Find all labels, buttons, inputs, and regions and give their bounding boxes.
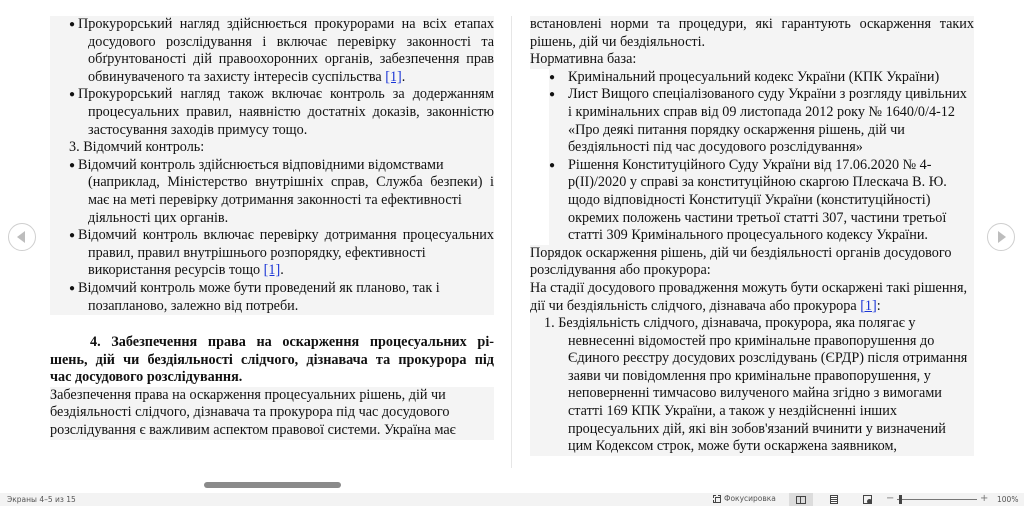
bullet-icon: ●: [69, 19, 76, 30]
procedure-paragraph: Порядок оскарження рішень, дій чи бездіяльності органів досудового розслідування або прокурора: На стадії досудового провадження можуть бути оскаржені такі рішення, дії чи бездіяльність слідчого, дізнавача або прокурора [1]:: [530, 245, 974, 315]
citation-link[interactable]: [1]: [263, 262, 281, 279]
normative-bullets: [549, 69, 974, 245]
section-label: 3. Відомчий контроль:: [69, 139, 205, 156]
page-divider: [511, 16, 512, 468]
chevron-right-icon: [998, 231, 1006, 243]
prosecutor-bullets: [50, 16, 494, 315]
read-mode-button[interactable]: [789, 493, 813, 506]
book-icon: [796, 496, 806, 504]
list-item: ● Відомчий контроль включає перевірку дотримання процесуальних правил, правил внутрішнього розпорядку, ефективності використання ресурсів тощо [1].: [69, 227, 494, 279]
bullet-icon: ●: [549, 159, 556, 171]
section-heading: 4. Забезпечення права на оскарження процесуальних рі- шень, дій чи бездіяльності слідчого, дізнавача та прокурора під час досудового розслідування.: [50, 334, 494, 386]
chevron-left-icon: [17, 231, 25, 243]
right-page: [530, 16, 974, 456]
screen-counter: Экраны 4–5 из 15: [7, 495, 76, 504]
focus-mode-button[interactable]: Фокусировка: [713, 494, 776, 503]
horizontal-scrollbar-thumb[interactable]: [204, 482, 341, 488]
zoom-slider-thumb[interactable]: [899, 495, 902, 504]
zoom-in-button[interactable]: +: [980, 493, 989, 504]
list-item: ● Лист Вищого спеціалізованого суду України з розгляду цивільних і кримінальних справ від 09 листопада 2012 року № 1640/0/4-12 «Про деякі питання порядку оскарження рішень, дій чи бездіяльності під час досудового розслідування»: [549, 86, 967, 156]
intro-paragraph: встановлені норми та процедури, які гарантують оскарження таких рішень, дій чи бездіяльності. Нормативна база:: [530, 16, 974, 68]
next-screen-button[interactable]: [987, 223, 1015, 251]
list-item: ● Відомчий контроль може бути проведений як планово, так і позапланово, залежно від потреби.: [69, 279, 440, 314]
normative-label: Нормативна база:: [530, 51, 637, 68]
bullet-icon: ●: [69, 89, 76, 101]
list-item: ● Прокурорський нагляд також включає контроль за додержанням процесуальних правил, наявністю достатніх доказів, законністю застосування заходів примусу тощо.: [69, 86, 494, 138]
numbered-list: [530, 315, 974, 456]
list-item: ● Відомчий контроль здійснюється відповідними відомствами (наприклад, Міністерство внутрішніх справ, Служба безпеки) і має на меті перевірку дотримання законності та ефективності діяльності цих органів.: [69, 156, 494, 226]
print-layout-button[interactable]: [822, 493, 846, 506]
list-item: 1. Бездіяльність слідчого, дізнавача, прокурора, яка полягає у невнесенні відомостей про кримінальне правопорушення до Єдиного реєстру досудових розслідувань (ЄРДР) після отримання заяви чи повідомлення про кримінальне правопорушення, у неповерненні тимчасово вилученого майна згідно з вимогами статті 169 КПК України, а також у нездійсненні інших процесуальних дій, які він зобов'язаний вчинити у визначений цим Кодексом строк, може бути оскаржена заявником,: [544, 315, 968, 455]
web-layout-icon: [863, 495, 872, 504]
status-bar: [0, 493, 1024, 506]
bullet-icon: ●: [549, 71, 556, 83]
previous-screen-button[interactable]: [8, 223, 36, 251]
bullet-icon: ●: [69, 230, 76, 242]
page-icon: [830, 495, 838, 504]
list-item: ● Прокурорський нагляд здійснюється прокурорами на всіх етапах досудового розслідування і включає перевірку законності та обґрунтованості дій правоохоронних органів, забезпечення прав обвинуваченого та захисту інтересів суспільства [1].: [69, 16, 494, 85]
zoom-out-button[interactable]: −: [886, 493, 895, 504]
list-item: ● Рішення Конституційного Суду України від 17.06.2020 № 4- р(II)/2020 у справі за конституційною скаргою Плескача В. Ю. щодо відповідності Конституції України (конституційності) окремих положень частини третьої статті 307, частини третьої статті 309 Кримінального процесуального кодексу України.: [549, 156, 947, 244]
citation-link[interactable]: [1]: [385, 68, 402, 85]
bullet-icon: ●: [69, 159, 76, 171]
bullet-icon: ●: [69, 282, 76, 294]
citation-link[interactable]: [1]: [860, 297, 877, 314]
zoom-level[interactable]: 100%: [997, 495, 1019, 504]
focus-icon: [713, 495, 721, 503]
web-layout-button[interactable]: [855, 493, 879, 506]
body-paragraph: Забезпечення права на оскарження процесуальних рішень, дій чи бездіяльності слідчого, дізнавача та прокурора під час досудового розслідування є важливим аспектом правової системи. Україна має: [50, 387, 494, 440]
left-page: [50, 16, 494, 440]
zoom-slider[interactable]: [897, 499, 977, 500]
list-item: ● Кримінальний процесуальний кодекс України (КПК України): [549, 68, 940, 85]
bullet-icon: ●: [549, 89, 556, 101]
